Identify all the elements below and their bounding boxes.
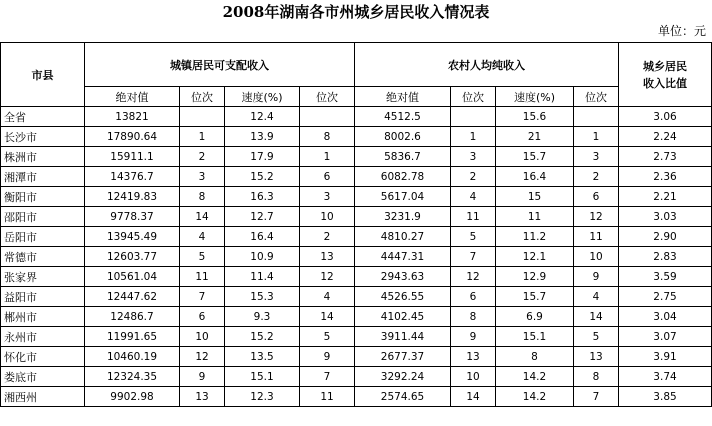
- city-name: 岳阳市: [1, 227, 85, 247]
- city-name: 永州市: [1, 327, 85, 347]
- city-name: 长沙市: [1, 127, 85, 147]
- rural-rank: 14: [451, 387, 496, 407]
- urban-rank: 6: [180, 307, 225, 327]
- rural-absolute: 4102.45: [355, 307, 451, 327]
- rural-growth-rank: [574, 107, 619, 127]
- income-ratio: 2.21: [619, 187, 712, 207]
- urban-absolute: 11991.65: [85, 327, 180, 347]
- table-body: [1, 107, 712, 407]
- table-row: [1, 247, 712, 267]
- urban-growth-rank: 1: [300, 147, 355, 167]
- rural-absolute: 2574.65: [355, 387, 451, 407]
- urban-rank: 14: [180, 207, 225, 227]
- rural-growth-rank: 10: [574, 247, 619, 267]
- rural-absolute: 8002.6: [355, 127, 451, 147]
- urban-growth-rank: 10: [300, 207, 355, 227]
- rural-rank: 6: [451, 287, 496, 307]
- urban-growth-rank: 5: [300, 327, 355, 347]
- urban-growth: 15.3: [225, 287, 300, 307]
- city-name: 益阳市: [1, 287, 85, 307]
- rural-rank: 11: [451, 207, 496, 227]
- rural-growth-rank: 2: [574, 167, 619, 187]
- income-ratio: 2.90: [619, 227, 712, 247]
- income-ratio: 2.83: [619, 247, 712, 267]
- urban-growth-rank: 2: [300, 227, 355, 247]
- urban-growth-rank: 7: [300, 367, 355, 387]
- table-row: [1, 187, 712, 207]
- urban-rank: 8: [180, 187, 225, 207]
- urban-rank: 2: [180, 147, 225, 167]
- city-name: 邵阳市: [1, 207, 85, 227]
- header-rural-absolute: 绝对值: [355, 87, 451, 107]
- rural-rank: 9: [451, 327, 496, 347]
- rural-growth-rank: 3: [574, 147, 619, 167]
- rural-rank: 12: [451, 267, 496, 287]
- rural-growth: 15.6: [496, 107, 574, 127]
- city-name: 常德市: [1, 247, 85, 267]
- rural-growth-rank: 13: [574, 347, 619, 367]
- urban-growth-rank: 12: [300, 267, 355, 287]
- urban-growth: 12.3: [225, 387, 300, 407]
- rural-growth: 12.1: [496, 247, 574, 267]
- page-title: 2008年湖南各市州城乡居民收入情况表: [222, 3, 490, 21]
- urban-growth: 11.4: [225, 267, 300, 287]
- income-ratio: 3.06: [619, 107, 712, 127]
- rural-growth-rank: 1: [574, 127, 619, 147]
- rural-rank: 10: [451, 367, 496, 387]
- header-rural-growth-rank: 位次: [574, 87, 619, 107]
- rural-rank: 3: [451, 147, 496, 167]
- urban-rank: 1: [180, 127, 225, 147]
- rural-rank: 1: [451, 127, 496, 147]
- header-row-sub: [1, 87, 712, 107]
- rural-growth-rank: 9: [574, 267, 619, 287]
- rural-growth: 8: [496, 347, 574, 367]
- urban-growth-rank: 14: [300, 307, 355, 327]
- urban-rank: 10: [180, 327, 225, 347]
- rural-absolute: 4526.55: [355, 287, 451, 307]
- urban-growth-rank: 9: [300, 347, 355, 367]
- urban-absolute: 15911.1: [85, 147, 180, 167]
- urban-growth-rank: 8: [300, 127, 355, 147]
- income-ratio: 3.91: [619, 347, 712, 367]
- table-row: [1, 267, 712, 287]
- urban-rank: 7: [180, 287, 225, 307]
- urban-absolute: 10561.04: [85, 267, 180, 287]
- rural-absolute: 4512.5: [355, 107, 451, 127]
- urban-absolute: 9902.98: [85, 387, 180, 407]
- header-city: 市县: [1, 43, 85, 107]
- urban-absolute: 12419.83: [85, 187, 180, 207]
- city-name: 怀化市: [1, 347, 85, 367]
- income-ratio: 2.73: [619, 147, 712, 167]
- income-ratio: 3.74: [619, 367, 712, 387]
- urban-rank: [180, 107, 225, 127]
- rural-rank: [451, 107, 496, 127]
- rural-growth-rank: 5: [574, 327, 619, 347]
- urban-growth: 15.1: [225, 367, 300, 387]
- urban-growth-rank: 4: [300, 287, 355, 307]
- urban-rank: 12: [180, 347, 225, 367]
- urban-absolute: 12486.7: [85, 307, 180, 327]
- table-row: [1, 347, 712, 367]
- urban-absolute: 12447.62: [85, 287, 180, 307]
- urban-growth: 13.5: [225, 347, 300, 367]
- table-row: [1, 307, 712, 327]
- income-ratio: 3.04: [619, 307, 712, 327]
- rural-growth-rank: 11: [574, 227, 619, 247]
- income-ratio: 3.59: [619, 267, 712, 287]
- table-row: [1, 207, 712, 227]
- urban-growth-rank: 6: [300, 167, 355, 187]
- urban-growth: 16.3: [225, 187, 300, 207]
- rural-growth-rank: 12: [574, 207, 619, 227]
- table-row: [1, 387, 712, 407]
- rural-absolute: 2943.63: [355, 267, 451, 287]
- urban-growth: 15.2: [225, 327, 300, 347]
- rural-rank: 2: [451, 167, 496, 187]
- rural-rank: 13: [451, 347, 496, 367]
- urban-rank: 5: [180, 247, 225, 267]
- income-ratio: 3.03: [619, 207, 712, 227]
- header-rural-growth: 速度(%): [496, 87, 574, 107]
- rural-growth: 21: [496, 127, 574, 147]
- urban-absolute: 13821: [85, 107, 180, 127]
- urban-growth: 12.4: [225, 107, 300, 127]
- rural-absolute: 4447.31: [355, 247, 451, 267]
- table-row: [1, 107, 712, 127]
- urban-absolute: 10460.19: [85, 347, 180, 367]
- header-ratio-line2: 收入比值: [643, 76, 687, 90]
- table-row: [1, 127, 712, 147]
- urban-growth-rank: 11: [300, 387, 355, 407]
- header-urban-growth-rank: 位次: [300, 87, 355, 107]
- rural-absolute: 3911.44: [355, 327, 451, 347]
- rural-growth: 15.1: [496, 327, 574, 347]
- unit-label: 单位：元: [657, 24, 706, 38]
- header-ratio-line1: 城乡居民: [643, 59, 687, 73]
- table-row: [1, 167, 712, 187]
- city-name: 湘西州: [1, 387, 85, 407]
- header-rural-rank: 位次: [451, 87, 496, 107]
- urban-absolute: 9778.37: [85, 207, 180, 227]
- city-name: 湘潭市: [1, 167, 85, 187]
- rural-absolute: 4810.27: [355, 227, 451, 247]
- rural-growth: 15.7: [496, 147, 574, 167]
- header-urban-rank: 位次: [180, 87, 225, 107]
- urban-growth: 10.9: [225, 247, 300, 267]
- urban-growth: 15.2: [225, 167, 300, 187]
- rural-absolute: 3231.9: [355, 207, 451, 227]
- table-row: [1, 227, 712, 247]
- rural-rank: 7: [451, 247, 496, 267]
- header-ratio: [619, 43, 712, 107]
- rural-rank: 8: [451, 307, 496, 327]
- header-urban-income: 城镇居民可支配收入: [85, 43, 355, 87]
- urban-growth: 17.9: [225, 147, 300, 167]
- rural-absolute: 6082.78: [355, 167, 451, 187]
- rural-growth-rank: 6: [574, 187, 619, 207]
- rural-growth-rank: 8: [574, 367, 619, 387]
- rural-growth-rank: 7: [574, 387, 619, 407]
- header-urban-absolute: 绝对值: [85, 87, 180, 107]
- urban-rank: 3: [180, 167, 225, 187]
- urban-growth: 16.4: [225, 227, 300, 247]
- urban-growth-rank: [300, 107, 355, 127]
- urban-rank: 11: [180, 267, 225, 287]
- city-name: 张家界: [1, 267, 85, 287]
- rural-growth: 15.7: [496, 287, 574, 307]
- rural-growth: 14.2: [496, 367, 574, 387]
- rural-growth-rank: 4: [574, 287, 619, 307]
- income-ratio: 2.24: [619, 127, 712, 147]
- city-name: 全省: [1, 107, 85, 127]
- rural-growth: 11.2: [496, 227, 574, 247]
- table-row: [1, 327, 712, 347]
- income-ratio: 3.07: [619, 327, 712, 347]
- city-name: 衡阳市: [1, 187, 85, 207]
- income-ratio: 2.36: [619, 167, 712, 187]
- income-ratio: 3.85: [619, 387, 712, 407]
- rural-growth: 6.9: [496, 307, 574, 327]
- urban-absolute: 12603.77: [85, 247, 180, 267]
- urban-absolute: 14376.7: [85, 167, 180, 187]
- city-name: 娄底市: [1, 367, 85, 387]
- urban-rank: 13: [180, 387, 225, 407]
- rural-rank: 4: [451, 187, 496, 207]
- city-name: 株洲市: [1, 147, 85, 167]
- urban-absolute: 12324.35: [85, 367, 180, 387]
- urban-growth-rank: 3: [300, 187, 355, 207]
- rural-rank: 5: [451, 227, 496, 247]
- rural-growth: 15: [496, 187, 574, 207]
- rural-growth: 16.4: [496, 167, 574, 187]
- income-ratio: 2.75: [619, 287, 712, 307]
- urban-growth: 12.7: [225, 207, 300, 227]
- urban-growth-rank: 13: [300, 247, 355, 267]
- rural-absolute: 2677.37: [355, 347, 451, 367]
- rural-growth: 12.9: [496, 267, 574, 287]
- urban-growth: 9.3: [225, 307, 300, 327]
- urban-absolute: 17890.64: [85, 127, 180, 147]
- urban-rank: 9: [180, 367, 225, 387]
- rural-growth: 14.2: [496, 387, 574, 407]
- income-table: [0, 42, 712, 407]
- rural-absolute: 3292.24: [355, 367, 451, 387]
- rural-growth-rank: 14: [574, 307, 619, 327]
- header-row-main: [1, 43, 712, 87]
- rural-absolute: 5836.7: [355, 147, 451, 167]
- urban-rank: 4: [180, 227, 225, 247]
- city-name: 郴州市: [1, 307, 85, 327]
- header-rural-income: 农村人均纯收入: [355, 43, 619, 87]
- rural-growth: 11: [496, 207, 574, 227]
- table-row: [1, 147, 712, 167]
- urban-growth: 13.9: [225, 127, 300, 147]
- rural-absolute: 5617.04: [355, 187, 451, 207]
- header-urban-growth: 速度(%): [225, 87, 300, 107]
- table-row: [1, 367, 712, 387]
- urban-absolute: 13945.49: [85, 227, 180, 247]
- table-row: [1, 287, 712, 307]
